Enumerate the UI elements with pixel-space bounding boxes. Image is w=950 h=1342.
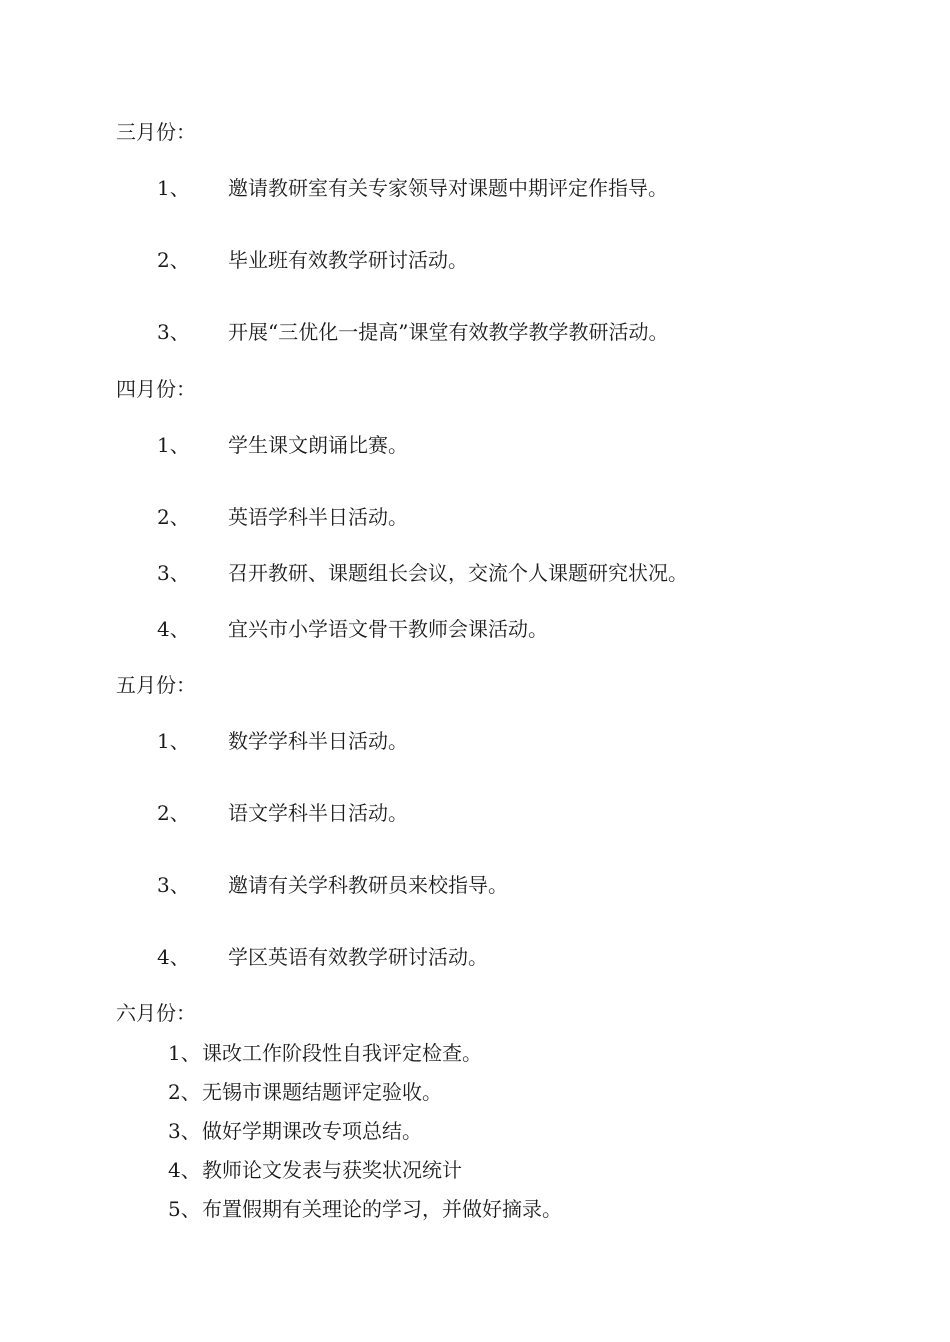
item-number: 2、 xyxy=(157,505,190,529)
list-item xyxy=(0,176,950,200)
item-number: 1、 xyxy=(157,176,190,200)
list-item xyxy=(0,1080,950,1104)
item-number: 1、 xyxy=(157,729,190,753)
section-heading-april: 四月份： xyxy=(116,377,196,401)
item-text: 毕业班有效教学研讨活动。 xyxy=(228,248,468,272)
list-item xyxy=(0,1119,950,1143)
item-number: 2、 xyxy=(168,1080,201,1104)
item-text: 数学学科半日活动。 xyxy=(228,729,408,753)
list-item xyxy=(0,248,950,272)
section-heading-june: 六月份： xyxy=(116,1001,196,1025)
item-number: 1、 xyxy=(168,1041,201,1065)
item-number: 4、 xyxy=(168,1158,201,1182)
section-heading-march: 三月份： xyxy=(116,120,196,144)
item-number: 3、 xyxy=(157,320,190,344)
list-item xyxy=(0,320,950,344)
item-text: 邀请教研室有关专家领导对课题中期评定作指导。 xyxy=(228,176,668,200)
list-item xyxy=(0,945,950,969)
list-item xyxy=(0,1041,950,1065)
item-number: 3、 xyxy=(168,1119,201,1143)
item-text: 无锡市课题结题评定验收。 xyxy=(202,1080,442,1104)
item-number: 2、 xyxy=(157,801,190,825)
list-item xyxy=(0,617,950,641)
item-number: 4、 xyxy=(157,617,190,641)
item-number: 3、 xyxy=(157,561,190,585)
item-text: 做好学期课改专项总结。 xyxy=(202,1119,422,1143)
list-item xyxy=(0,505,950,529)
list-item xyxy=(0,729,950,753)
item-text: 宜兴市小学语文骨干教师会课活动。 xyxy=(228,617,548,641)
item-text: 语文学科半日活动。 xyxy=(228,801,408,825)
list-item xyxy=(0,801,950,825)
item-number: 4、 xyxy=(157,945,190,969)
item-text: 布置假期有关理论的学习，并做好摘录。 xyxy=(202,1197,562,1221)
item-text: 课改工作阶段性自我评定检查。 xyxy=(202,1041,482,1065)
item-text: 召开教研、课题组长会议，交流个人课题研究状况。 xyxy=(228,561,688,585)
item-text: 学区英语有效教学研讨活动。 xyxy=(228,945,488,969)
item-number: 5、 xyxy=(168,1197,201,1221)
list-item xyxy=(0,1197,950,1221)
list-item xyxy=(0,561,950,585)
item-text: 学生课文朗诵比赛。 xyxy=(228,433,408,457)
list-item xyxy=(0,433,950,457)
section-heading-may: 五月份： xyxy=(116,673,196,697)
item-text: 开展“三优化一提高”课堂有效教学教学教研活动。 xyxy=(228,320,669,344)
list-item xyxy=(0,1158,950,1182)
list-item xyxy=(0,873,950,897)
item-number: 1、 xyxy=(157,433,190,457)
item-number: 2、 xyxy=(157,248,190,272)
item-text: 教师论文发表与获奖状况统计 xyxy=(202,1158,462,1182)
item-text: 邀请有关学科教研员来校指导。 xyxy=(228,873,508,897)
item-number: 3、 xyxy=(157,873,190,897)
item-text: 英语学科半日活动。 xyxy=(228,505,408,529)
